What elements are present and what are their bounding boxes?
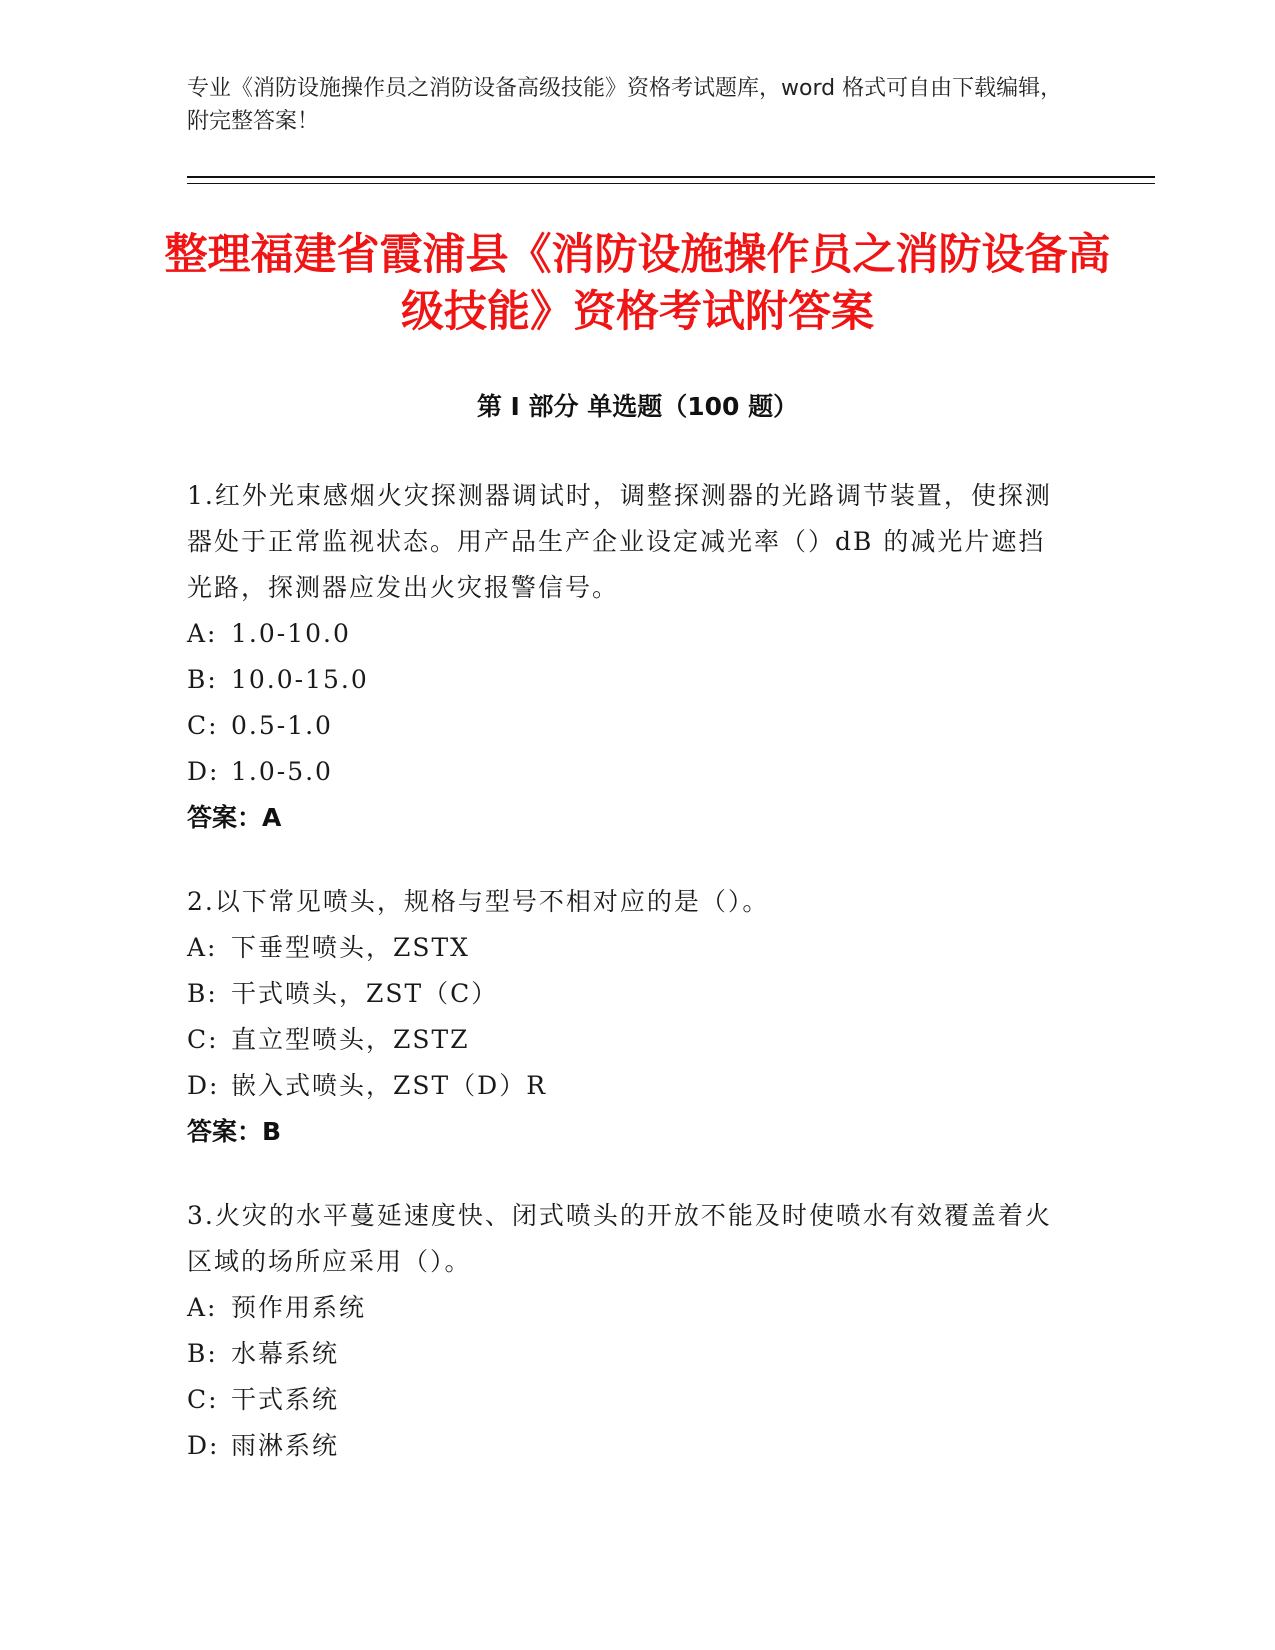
option-letter: A: bbox=[187, 619, 218, 648]
option-letter: C: bbox=[187, 1385, 219, 1414]
option-text: 10.0-15.0 bbox=[231, 665, 369, 694]
option-letter: C: bbox=[187, 1025, 219, 1054]
option-letter: B: bbox=[187, 665, 218, 694]
option-letter: B: bbox=[187, 1339, 218, 1368]
option-text: 雨淋系统 bbox=[231, 1431, 340, 1460]
section-title: 第 I 部分 单选题（100 题） bbox=[476, 392, 799, 421]
option-letter: D: bbox=[187, 1071, 220, 1100]
option-a bbox=[187, 611, 1067, 657]
option-d bbox=[187, 1063, 1067, 1109]
option-text: 0.5-1.0 bbox=[231, 711, 333, 740]
option-letter: D: bbox=[187, 757, 220, 786]
answer-line: 答案：A bbox=[187, 803, 282, 832]
question-item bbox=[187, 1193, 1067, 1469]
option-text: 下垂型喷头，ZSTX bbox=[231, 933, 470, 962]
option-c bbox=[187, 1017, 1067, 1063]
option-text: 直立型喷头，ZSTZ bbox=[231, 1025, 470, 1054]
header-rule-thin bbox=[187, 183, 1155, 184]
option-a bbox=[187, 925, 1067, 971]
question-list bbox=[187, 473, 1067, 1507]
header-note: 专业《消防设施操作员之消防设备高级技能》资格考试题库，word 格式可自由下载编辑，附完整答案！ bbox=[187, 76, 1063, 134]
option-letter: A: bbox=[187, 1293, 218, 1322]
option-letter: C: bbox=[187, 711, 219, 740]
option-a bbox=[187, 1285, 1067, 1331]
option-c bbox=[187, 703, 1067, 749]
option-b bbox=[187, 971, 1067, 1017]
answer-line: 答案：B bbox=[187, 1117, 282, 1146]
option-text: 干式系统 bbox=[231, 1385, 340, 1414]
question-item bbox=[187, 473, 1067, 841]
option-d bbox=[187, 749, 1067, 795]
option-letter: A: bbox=[187, 933, 218, 962]
option-b bbox=[187, 1331, 1067, 1377]
question-stem: 2.以下常见喷头，规格与型号不相对应的是（）。 bbox=[187, 887, 770, 916]
option-text: 1.0-5.0 bbox=[231, 757, 333, 786]
header-rule-thick bbox=[187, 176, 1155, 178]
question-stem: 3.火灾的水平蔓延速度快、闭式喷头的开放不能及时使喷水有效覆盖着火区域的场所应采用（）。 bbox=[187, 1201, 1052, 1276]
option-text: 1.0-10.0 bbox=[231, 619, 351, 648]
document-title: 整理福建省霞浦县《消防设施操作员之消防设备高级技能》资格考试附答案 bbox=[164, 230, 1111, 337]
option-text: 嵌入式喷头，ZST（D）R bbox=[231, 1071, 548, 1100]
option-d bbox=[187, 1423, 1067, 1469]
question-item bbox=[187, 879, 1067, 1155]
option-text: 预作用系统 bbox=[231, 1293, 367, 1322]
option-letter: B: bbox=[187, 979, 218, 1008]
option-b bbox=[187, 657, 1067, 703]
option-text: 水幕系统 bbox=[231, 1339, 340, 1368]
option-text: 干式喷头，ZST（C） bbox=[231, 979, 499, 1008]
option-letter: D: bbox=[187, 1431, 220, 1460]
question-stem: 1.红外光束感烟火灾探测器调试时，调整探测器的光路调节装置，使探测器处于正常监视状态。用产品生产企业设定减光率（）dB 的减光片遮挡光路，探测器应发出火灾报警信号。 bbox=[187, 481, 1052, 602]
option-c bbox=[187, 1377, 1067, 1423]
